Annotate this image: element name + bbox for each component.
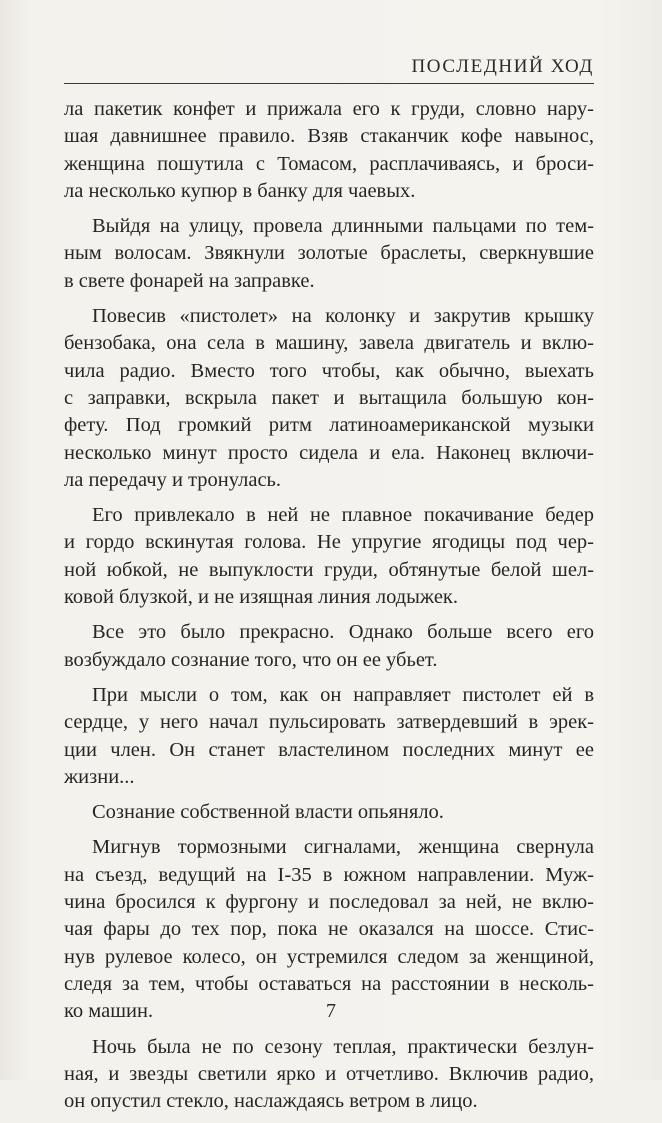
- text-line: ла передачу и тронулась.: [64, 468, 282, 491]
- text-line: Его привлекало в ней не плавное покачивание бедер: [92, 504, 594, 527]
- paragraph-8: [64, 834, 594, 1025]
- text-line: несколько минут просто сидела и ела. Наконец включи-: [64, 441, 594, 464]
- text-line: ла пакетик конфет и прижала его к груди, словно нару-: [64, 98, 594, 120]
- running-head: ПОСЛЕДНИЙ ХОД: [411, 56, 594, 77]
- paragraph-6: [64, 682, 594, 791]
- page-number: 7: [326, 1000, 336, 1022]
- header-rule: [64, 83, 594, 84]
- paragraph-4: [64, 502, 594, 611]
- text-line: ко машин.: [64, 1000, 154, 1023]
- text-line: шая давнишнее правило. Взяв стаканчик кофе навынос,: [64, 125, 594, 148]
- text-line: жизни...: [64, 765, 135, 788]
- text-line: на съезд, ведущий на I-35 в южном направлении. Муж-: [64, 863, 594, 886]
- text-line: ковой блузкой, и не изящная линия лодыжек.: [64, 586, 459, 609]
- text-line: ции член. Он станет властелином последних минут ее: [64, 738, 594, 761]
- text-line: Сознание собственной власти опьяняло.: [92, 801, 444, 824]
- text-line: ной юбкой, не выпуклости груди, обтянутые белой шел-: [64, 558, 594, 581]
- text-line: женщина пошутила с Томасом, расплачиваясь, и броси-: [64, 152, 594, 175]
- text-line: следя за тем, чтобы оставаться на расстоянии в несколь-: [64, 972, 594, 995]
- page-header: [64, 56, 594, 86]
- text-line: чина бросился к фургону и последовал за ней, не вклю-: [64, 891, 594, 914]
- text-line: чая фары до тех пор, пока не оказался на шоссе. Стис-: [64, 918, 594, 941]
- text-line: ная, и звезды светили ярко и отчетливо. Включив радио,: [64, 1062, 594, 1085]
- paragraph-5: [64, 619, 594, 674]
- text-line: с заправки, вскрыла пакет и вытащила большую кон-: [64, 386, 594, 409]
- text-line: и гордо вскинутая голова. Не упругие ягодицы под чер-: [64, 531, 594, 554]
- text-line: Ночь была не по сезону теплая, практически безлун-: [92, 1035, 594, 1058]
- text-line: в свете фонарей на заправке.: [64, 269, 315, 292]
- body-text: [64, 96, 594, 1123]
- paragraph-7: [64, 799, 594, 826]
- text-line: Выйдя на улицу, провела длинными пальцами по тем-: [92, 215, 594, 238]
- text-line: При мысли о том, как он направляет пистолет ей в: [92, 683, 594, 706]
- text-line: сердце, у него начал пульсировать затвердевший в эрек-: [64, 711, 594, 734]
- text-line: ла несколько купюр в банку для чаевых.: [64, 179, 416, 202]
- text-line: бензобака, она села в машину, завела двигатель и вклю-: [64, 332, 594, 355]
- text-line: Все это было прекрасно. Однако больше всего его: [92, 621, 594, 644]
- text-line: ным волосам. Звякнули золотые браслеты, сверкнувшие: [64, 242, 594, 265]
- paragraph-2: [64, 213, 594, 295]
- text-line: фету. Под громкий ритм латиноамериканской музыки: [64, 414, 594, 437]
- text-line: чила радио. Вместо того чтобы, как обычно, выехать: [64, 359, 594, 382]
- text-line: Повесив «пистолет» на колонку и закрутив крышку: [92, 305, 594, 328]
- text-line: возбуждало сознание того, что он ее убьет.: [64, 648, 438, 671]
- paragraph-1: [64, 96, 594, 205]
- text-line: он опустил стекло, наслаждаясь ветром в лицо.: [64, 1090, 478, 1113]
- paragraph-9: [64, 1034, 594, 1116]
- text-line: Мигнув тормозными сигналами, женщина свернула: [92, 836, 594, 859]
- paragraph-3: [64, 303, 594, 494]
- text-line: нув рулевое колесо, он устремился следом за женщиной,: [64, 945, 594, 968]
